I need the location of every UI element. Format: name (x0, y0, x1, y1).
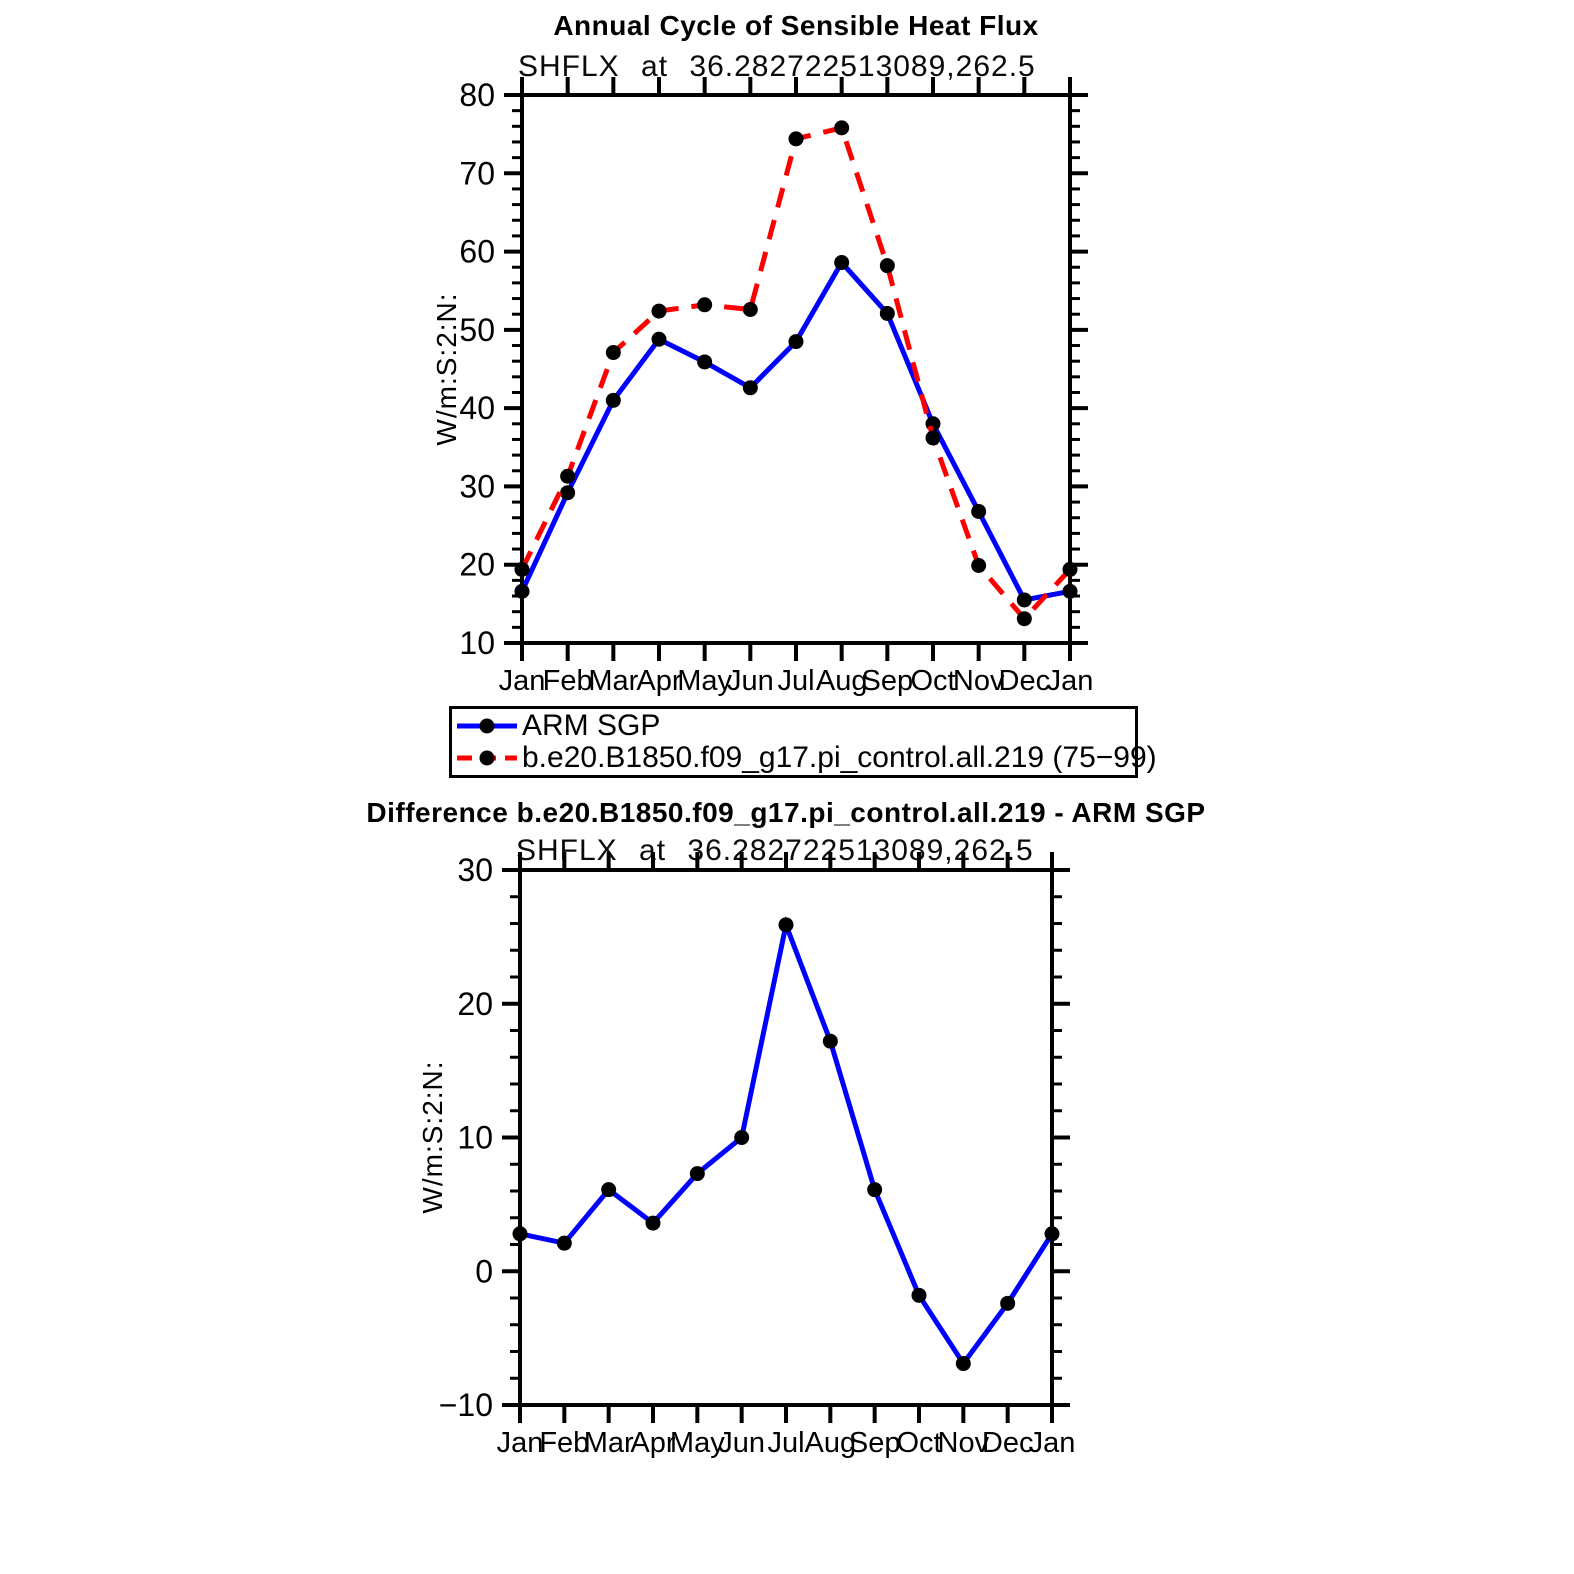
legend-solid-line-sample (456, 716, 518, 736)
legend-box (449, 706, 1157, 778)
svg-text:Aug: Aug (804, 1427, 857, 1459)
top-chart-title: Annual Cycle of Sensible Heat Flux (553, 10, 1039, 41)
top-chart-y-axis-label: W/m:S:2:N: (431, 292, 462, 446)
x-axis-ticks (522, 77, 1070, 661)
svg-text:40: 40 (459, 390, 495, 427)
series-line-0 (513, 917, 1060, 1371)
svg-text:−10: −10 (438, 1387, 493, 1423)
svg-text:Mar: Mar (583, 1427, 634, 1459)
difference-chart-title: Difference b.e20.B1850.f09_g17.pi_control.all.219 - ARM SGP (366, 797, 1206, 828)
plot-frame (522, 95, 1070, 643)
svg-text:70: 70 (459, 155, 495, 192)
svg-text:May: May (677, 665, 733, 697)
svg-text:Jan: Jan (496, 1427, 544, 1459)
svg-text:Jan: Jan (1046, 665, 1094, 697)
svg-text:20: 20 (459, 546, 495, 583)
svg-text:Nov: Nov (937, 1427, 990, 1459)
svg-text:Jun: Jun (726, 665, 774, 697)
legend-label-arm-sgp: ARM SGP (522, 708, 661, 742)
svg-text:20: 20 (457, 985, 493, 1022)
y-axis-ticks (502, 870, 1070, 1405)
svg-text:Nov: Nov (952, 665, 1005, 697)
svg-text:10: 10 (457, 1119, 493, 1156)
difference-chart-y-axis-label: W/m:S:2:N: (417, 1060, 448, 1214)
svg-text:30: 30 (459, 468, 495, 505)
svg-text:Feb: Feb (542, 665, 593, 697)
svg-text:Jun: Jun (718, 1427, 766, 1459)
svg-text:Jan: Jan (498, 665, 546, 697)
svg-text:Jul: Jul (767, 1427, 805, 1459)
top-chart-subtitle: SHFLX at 36.282722513089,262.5 (518, 50, 1036, 83)
svg-text:Sep: Sep (848, 1427, 901, 1459)
svg-text:Sep: Sep (861, 665, 914, 697)
svg-text:10: 10 (459, 625, 495, 661)
svg-text:50: 50 (459, 311, 495, 348)
svg-text:Oct: Oct (910, 665, 956, 697)
plot-frame (520, 870, 1052, 1405)
legend-dashed-line-sample (456, 748, 518, 768)
svg-text:30: 30 (457, 852, 493, 888)
svg-text:Jul: Jul (777, 665, 815, 697)
legend-item-arm-sgp (456, 710, 1133, 742)
y-axis-ticks (504, 95, 1088, 643)
series-b-e20-b1850-f09-g17-pi-control-all-219-75-99- (515, 120, 1078, 626)
svg-text:Oct: Oct (896, 1427, 942, 1459)
svg-text:0: 0 (475, 1253, 493, 1290)
svg-text:Dec: Dec (998, 665, 1051, 697)
y-axis-tick-labels (459, 77, 495, 661)
x-axis-tick-labels (497, 1427, 1076, 1459)
legend-label-model-run: b.e20.B1850.f09_g17.pi_control.all.219 (75−99) (522, 741, 1157, 775)
series-arm-sgp (515, 255, 1078, 607)
svg-text:Feb: Feb (539, 1427, 590, 1459)
svg-text:May: May (669, 1427, 725, 1459)
x-axis-ticks (520, 852, 1052, 1423)
svg-text:Mar: Mar (588, 665, 639, 697)
svg-text:Aug: Aug (815, 665, 868, 697)
svg-text:Jan: Jan (1028, 1427, 1076, 1459)
svg-text:Dec: Dec (981, 1427, 1034, 1459)
difference-chart-subtitle: SHFLX at 36.282722513089,262.5 (516, 834, 1034, 867)
svg-text:Apr: Apr (630, 1427, 676, 1459)
svg-text:60: 60 (459, 233, 495, 270)
y-axis-tick-labels (439, 852, 493, 1423)
svg-text:80: 80 (459, 77, 495, 113)
legend-item-model-run (456, 741, 1157, 775)
difference-chart-plot-area (0, 830, 1574, 1574)
x-axis-tick-labels (499, 665, 1094, 697)
svg-text:Apr: Apr (636, 665, 682, 697)
